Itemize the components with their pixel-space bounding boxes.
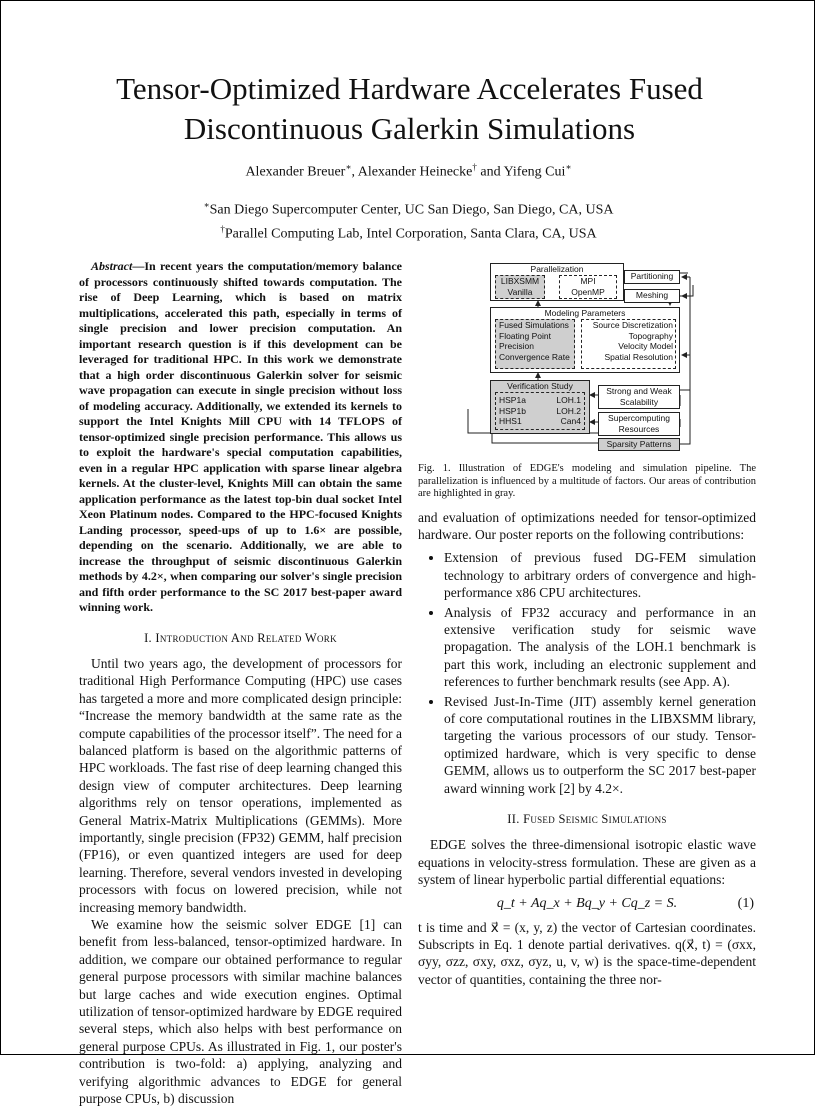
affiliation-line — [1, 220, 816, 244]
mpi-label: MPI — [580, 276, 596, 286]
affiliation-line — [1, 196, 816, 220]
verification-study-label: Verification Study — [507, 381, 573, 391]
abstract — [79, 259, 402, 616]
paragraph: We examine how the seismic solver EDGE [1] can benefit from less-balanced, tensor-optimized hardware. In addition, we compare our obtained performance to regular general purpose processors with similar machine balances but large caches and wide execution engines. Optimal utilization of tensor-optimized hardware by EDGE required several steps, which also helps with best performance on general purpose CPUs. As illustrated in Fig. 1, our poster's contribution is two-fold: a) applying, analyzing and verifying algorithmic advances to EDGE for general purpose CPUs, b) discussion — [79, 917, 402, 1107]
affiliations — [1, 196, 816, 243]
author-cui: Yifeng Cui — [503, 164, 566, 180]
meshing-box — [624, 289, 680, 303]
section-heading: II. Fused Seismic Simulations — [507, 812, 667, 826]
author-mark: ∗ — [345, 162, 352, 172]
can4-label: Can4 — [560, 416, 581, 426]
affiliation-text: San Diego Supercomputer Center, UC San Diego, San Diego, CA, USA — [209, 202, 614, 218]
author-mark: † — [472, 162, 477, 172]
paragraph: Until two years ago, the development of processors for traditional High Performance Computing (HPC) use cases has targeted a more and more complicated design principle: “Increase the memory bandwidth at the same rate as the compute capabilities of the processor itself”. The need for a balanced platform is based on the algorithmic patterns of HPC workloads. The fast rise of deep learning changed this design view of computer architectures. Deep learning algorithms rely on tensor operations, implemented as General Matrix-Matrix Multiplications (GEMMs). More importantly, single precision (FP32) GEMM, half precision (FP16), or even quantized integers are used for deep learning. Therefore, several vendors invested in developing processors with focus on lowered precision, while not increasing memory bandwidth. — [79, 655, 402, 915]
openmp-label: OpenMP — [571, 286, 605, 297]
partitioning-box — [624, 270, 680, 284]
author-separator: and — [476, 164, 504, 180]
sparsity-patterns-box — [598, 438, 680, 451]
source-discretization-label: Source Discretization — [592, 320, 673, 330]
author-breuer: Alexander Breuer — [245, 164, 346, 180]
sparsity-patterns-label: Sparsity Patterns — [606, 439, 672, 449]
libxsmm-label: LIBXSMM — [500, 276, 540, 286]
velocity-model-label: Velocity Model — [618, 341, 673, 351]
paper-title: Tensor-Optimized Hardware Accelerates Fused Discontinuous Galerkin Simulations — [116, 71, 703, 146]
right-column — [418, 259, 756, 988]
topography-label: Topography — [628, 330, 673, 341]
loh2-label: LOH.2 — [556, 405, 581, 416]
mpi-box — [559, 275, 617, 299]
author-mark: ∗ — [565, 162, 572, 172]
resources-label: Resources — [618, 423, 660, 434]
equation — [418, 895, 756, 915]
scalability-label: Scalability — [619, 396, 659, 407]
author-heinecke: Alexander Heinecke — [357, 164, 473, 180]
abstract-text: —In recent years the computation/memory balance of processors continuously shifted towards computation. The rise of Deep Learning, which is based on matrix multiplications, accelerated this path, especially in terms of single precision and lower precision computation. An important research question is if this development can be leveraged for traditional HPC. In this work we demonstrate that a high order discontinuous Galerkin solver for seismic wave propagation can execute in single precision without loss of modeling accuracy. Additionally, we extended its kernels to support the Intel Knights Mill CPU with 14 TFLOPS of tensor-optimized single precision performance. This allows us to exploit the hardware's special computation capabilities, even in a regular HPC application with sparse linear algebra kernels. At the cluster-level, Knights Mill can obtain the same application performance as the latest top-bin dual socket Intel Xeon Platinum nodes. Compared to the HPC-focused Knights Landing processor, speed-ups of up to 1.6× are possible, depending on the scenario. Additionally, we are able to increase the throughput of seismic discontinuous Galerkin methods by 4.2×, when comparing our solver's single precision and fifth order performance to the SC 2017 best-paper award winning work. — [79, 259, 402, 614]
spatial-resolution-label: Spatial Resolution — [604, 351, 673, 362]
precision-label: Precision — [499, 341, 534, 351]
figure-caption: Fig. 1. Illustration of EDGE's modeling and simulation pipeline. The parallelization is influenced by a multitude of factors. Our areas of contribution are highlighted in gray. — [418, 463, 756, 499]
abstract-label: Abstract — [91, 259, 133, 273]
paragraph: EDGE solves the three-dimensional isotropic elastic wave equations in velocity-stress formulation. These are given as a system of linear hyperbolic partial differential equations: — [418, 837, 756, 888]
convergence-rate-label: Convergence Rate — [499, 351, 570, 362]
hsp1b-label: HSP1b — [499, 405, 526, 416]
source-discretization-box — [581, 319, 676, 369]
meshing-label: Meshing — [635, 290, 669, 300]
fused-simulations-box — [495, 319, 575, 369]
modeling-parameters-label: Modeling Parameters — [544, 308, 626, 318]
equation-number: (1) — [737, 895, 754, 911]
floating-point-label: Floating Point — [499, 330, 551, 341]
affiliation-text: Parallel Computing Lab, Intel Corporation, Santa Clara, CA, USA — [224, 226, 597, 242]
verification-study-box — [490, 380, 590, 434]
affiliation-mark: † — [220, 223, 225, 234]
author-list — [1, 162, 816, 181]
loh1-label: LOH.1 — [556, 395, 581, 405]
benchmark-row — [499, 406, 581, 417]
vanilla-label: Vanilla — [507, 286, 533, 297]
benchmark-row — [499, 395, 581, 406]
pipeline-figure — [418, 259, 756, 457]
contribution-list — [418, 549, 756, 797]
parallelization-label: Parallelization — [530, 264, 584, 274]
paragraph: and evaluation of optimizations needed for tensor-optimized hardware. Our poster reports on the following contributions: — [418, 509, 756, 542]
author-separator: , — [351, 164, 358, 180]
paragraph: t is time and x⃗ = (x, y, z) the vector of Cartesian coordinates. Subscripts in Eq. 1 denote partial derivatives. q(x⃗, t) = (σxx, σyy, σzz, σxy, σxz, σyz, u, v, w) is the space-time-dependent vector of quantities, containing the three nor- — [418, 919, 756, 987]
scalability-box — [598, 385, 680, 409]
parallelization-box — [490, 263, 624, 301]
benchmark-box — [495, 392, 585, 430]
list-item: • Revised Just-In-Time (JIT) assembly kernel generation of core computational routines in the LIBXSMM library, targeting the various processors of our study. Tensor-optimized hardware, which is very specific to dense GEMM, allows us to outperform the SC 2017 best-paper award winning work [2] by 4.2×. — [444, 693, 756, 797]
benchmark-row — [499, 416, 581, 427]
strong-weak-label: Strong and Weak — [606, 386, 672, 396]
list-item: • Extension of previous fused DG-FEM simulation technology to arbitrary orders of convergence and high-performance x86 CPU architectures. — [444, 549, 756, 601]
hhs1-label: HHS1 — [499, 416, 522, 426]
list-item: • Analysis of FP32 accuracy and performance in an extensive verification study for seismic wave propagation. The analysis of the LOH.1 benchmark is part this work, including an electronic supplement and references to further benchmark results (see App. A). — [444, 604, 756, 691]
equation-body: q_t + Aq_x + Bq_y + Cq_z = S. — [496, 895, 678, 911]
affiliation-mark: ∗ — [203, 200, 210, 210]
supercomputing-label: Supercomputing — [608, 413, 670, 423]
modeling-parameters-box — [490, 307, 680, 373]
section-heading: I. Introduction And Related Work — [144, 630, 337, 645]
supercomputing-box — [598, 412, 680, 436]
left-column — [79, 259, 402, 1107]
hsp1a-label: HSP1a — [499, 395, 526, 405]
fused-simulations-label: Fused Simulations — [499, 320, 569, 330]
partitioning-label: Partitioning — [630, 271, 674, 281]
libxsmm-box — [495, 275, 545, 299]
